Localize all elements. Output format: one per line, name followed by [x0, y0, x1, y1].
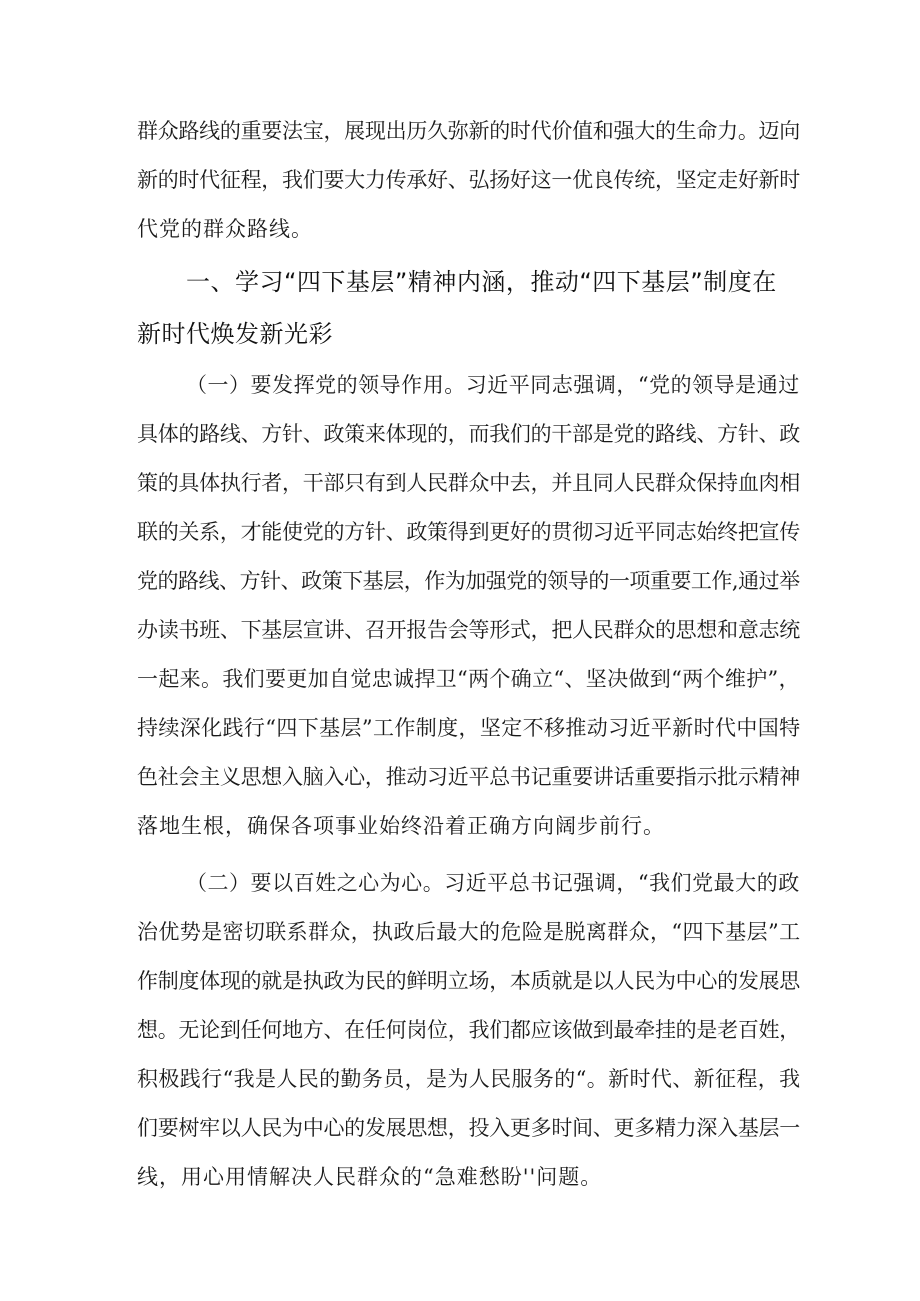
- paragraph-one-line-5: 党的路线、方针、政策下基层，作为加强党的领导的一项重要工作,通过举: [137, 569, 800, 593]
- paragraph-one-line-4: 联的关系，才能使党的方针、政策得到更好的贯彻习近平同志始终把宣传: [137, 520, 800, 544]
- paragraph-one-line-6: 办读书班、下基层宣讲、召开报告会等形式，把人民群众的思想和意志统: [137, 618, 800, 642]
- section-heading-line-2: 新时代焕发新光彩: [137, 320, 333, 348]
- paragraph-two-line-2: 治优势是密切联系群众，执政后最大的危险是脱离群众，“四下基层”工: [137, 920, 801, 944]
- paragraph-one-line-10: 落地生根，确保各项事业始终沿着正确方向阔步前行。: [137, 814, 665, 838]
- paragraph-one-line-1: （一）要发挥党的领导作用。习近平同志强调，“党的领导是通过: [186, 373, 800, 397]
- paragraph-two-line-4: 想。无论到任何地方、在任何岗位，我们都应该做到最牵挂的是老百姓，: [137, 1018, 800, 1042]
- paragraph-one-line-3: 策的具体执行者，干部只有到人民群众中去，并且同人民群众保持血肉相: [137, 471, 800, 495]
- paragraph-two-line-3: 作制度体现的就是执政为民的鲜明立场，本质就是以人民为中心的发展思: [137, 969, 800, 993]
- paragraph-two-line-6: 们要树牢以人民为中心的发展思想，投入更多时间、更多精力深入基层一: [137, 1116, 800, 1140]
- section-heading-line-1: 一、学习“四下基层”精神内涵，推动“四下基层”制度在: [186, 268, 777, 296]
- intro-line-1: 群众路线的重要法宝，展现出历久弥新的时代价值和强大的生命力。迈向: [137, 119, 800, 143]
- paragraph-one-line-7: 一起来。我们要更加自觉忠诚捍卫“两个确立“、坚决做到“两个维护”，: [137, 667, 800, 691]
- paragraph-one-line-8: 持续深化践行“四下基层”工作制度，坚定不移推动习近平新时代中国特: [137, 716, 801, 740]
- intro-line-2: 新的时代征程，我们要大力传承好、弘扬好这一优良传统，坚定走好新时: [137, 168, 800, 192]
- paragraph-two-line-5: 积极践行“我是人民的勤务员，是为人民服务的“。新时代、新征程，我: [137, 1067, 801, 1091]
- paragraph-two-line-1: （二）要以百姓之心为心。习近平总书记强调，“我们党最大的政: [186, 871, 800, 895]
- paragraph-two-line-7: 线，用心用情解决人民群众的“急难愁盼''问题。: [137, 1165, 603, 1189]
- paragraph-one-line-9: 色社会主义思想入脑入心，推动习近平总书记重要讲话重要指示批示精神: [137, 765, 800, 789]
- paragraph-one-line-2: 具体的路线、方针、政策来体现的，而我们的干部是党的路线、方针、政: [137, 422, 800, 446]
- intro-line-3: 代党的群众路线。: [137, 217, 313, 241]
